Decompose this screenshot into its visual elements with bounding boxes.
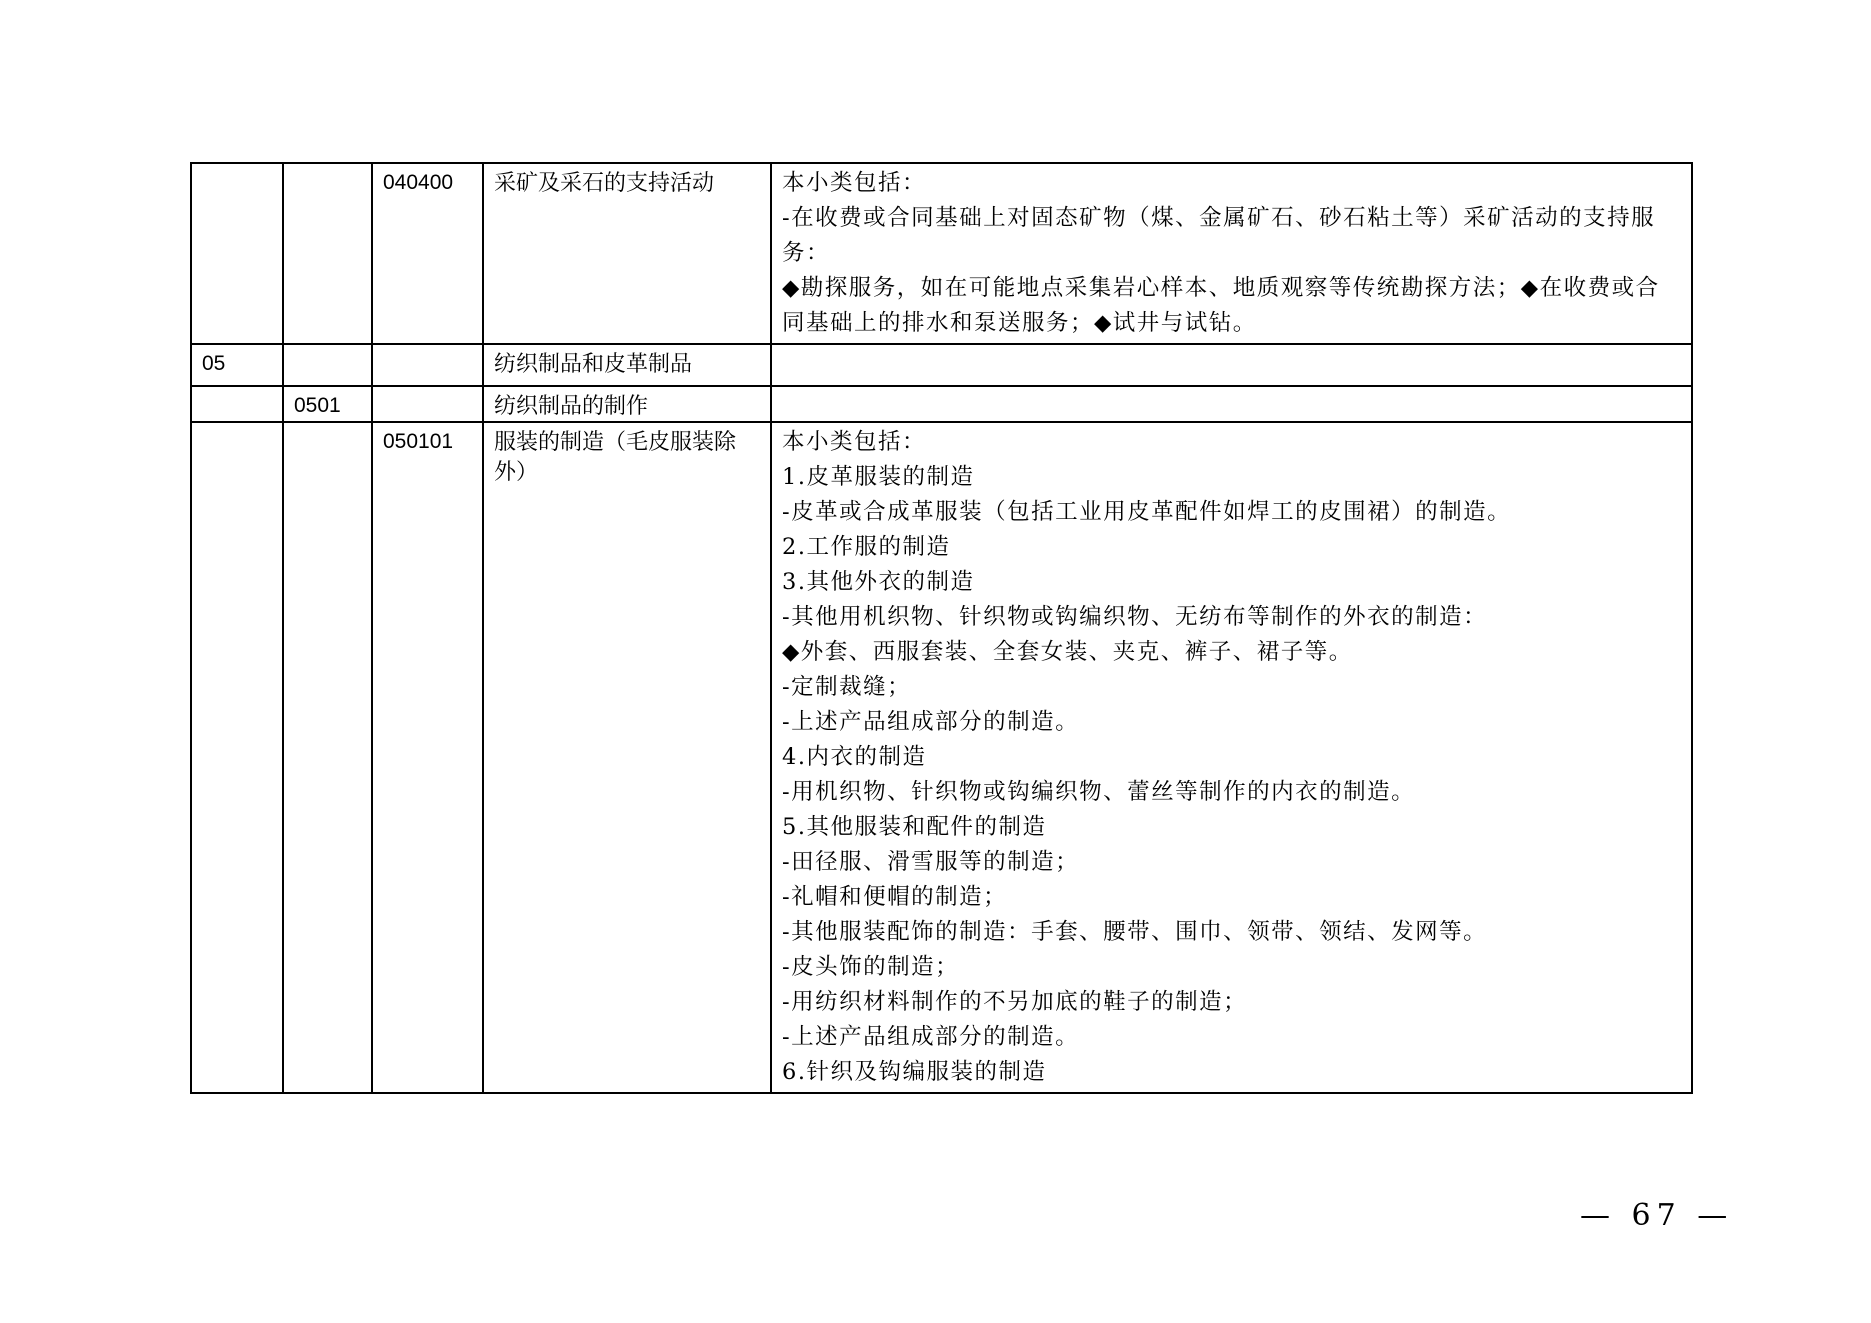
description-line: 3.其他外衣的制造 — [782, 569, 975, 595]
major-code-cell — [283, 422, 372, 1093]
description-line: -上述产品组成部分的制造。 — [782, 1024, 1080, 1050]
description-line: -皮头饰的制造； — [782, 954, 960, 980]
description-line: -在收费或合同基础上对固态矿物（煤、金属矿石、砂石粘土等）采矿活动的支持服务： — [782, 205, 1656, 266]
description-line: 1.皮革服装的制造 — [782, 464, 975, 490]
major-code-cell — [283, 344, 372, 386]
description-line: -上述产品组成部分的制造。 — [782, 709, 1080, 735]
description-line: -用机织物、针织物或钩编织物、蕾丝等制作的内衣的制造。 — [782, 779, 1416, 805]
description-cell — [771, 422, 1692, 1093]
category-code-cell — [191, 386, 283, 422]
minor-code-cell: 050101 — [372, 422, 483, 1093]
description-cell — [771, 163, 1692, 344]
description-line: 2.工作服的制造 — [782, 534, 951, 560]
description-line: 6.针织及钩编服装的制造 — [782, 1059, 1047, 1085]
category-name-cell: 服装的制造（毛皮服装除外） — [483, 422, 771, 1093]
category-code-cell — [191, 163, 283, 344]
category-name-cell: 采矿及采石的支持活动 — [483, 163, 771, 344]
page-number: — 67 — — [1580, 1198, 1734, 1233]
description-line: -皮革或合成革服装（包括工业用皮革配件如焊工的皮围裙）的制造。 — [782, 499, 1512, 525]
description-line: 5.其他服装和配件的制造 — [782, 814, 1047, 840]
category-code-cell: 05 — [191, 344, 283, 386]
description-line: ◆外套、西服套装、全套女装、夹克、裤子、裙子等。 — [782, 639, 1353, 665]
description-line: -其他用机织物、针织物或钩编织物、无纺布等制作的外衣的制造： — [782, 604, 1488, 630]
table-row — [191, 344, 1692, 386]
table-row — [191, 422, 1692, 1093]
classification-table — [190, 162, 1693, 1094]
description-line: -田径服、滑雪服等的制造； — [782, 849, 1080, 875]
table-body — [191, 163, 1692, 1093]
minor-code-cell — [372, 386, 483, 422]
description-line: 4.内衣的制造 — [782, 744, 927, 770]
minor-code-cell: 040400 — [372, 163, 483, 344]
description-line: 本小类包括： — [782, 170, 927, 196]
major-code-cell — [283, 163, 372, 344]
description-line: -礼帽和便帽的制造； — [782, 884, 1008, 910]
minor-code-cell — [372, 344, 483, 386]
description-line: ◆勘探服务，如在可能地点采集岩心样本、地质观察等传统勘探方法；◆在收费或合同基础上的排水和泵送服务；◆试井与试钻。 — [782, 275, 1660, 336]
table-row — [191, 386, 1692, 422]
major-code-cell: 0501 — [283, 386, 372, 422]
category-code-cell — [191, 422, 283, 1093]
description-cell — [771, 344, 1692, 386]
table-row — [191, 163, 1692, 344]
description-cell — [771, 386, 1692, 422]
description-line: -定制裁缝； — [782, 674, 912, 700]
description-line: -用纺织材料制作的不另加底的鞋子的制造； — [782, 989, 1248, 1015]
description-line: -其他服装配饰的制造：手套、腰带、围巾、领带、领结、发网等。 — [782, 919, 1488, 945]
category-name-cell: 纺织制品的制作 — [483, 386, 771, 422]
category-name-cell: 纺织制品和皮革制品 — [483, 344, 771, 386]
description-line: 本小类包括： — [782, 429, 927, 455]
